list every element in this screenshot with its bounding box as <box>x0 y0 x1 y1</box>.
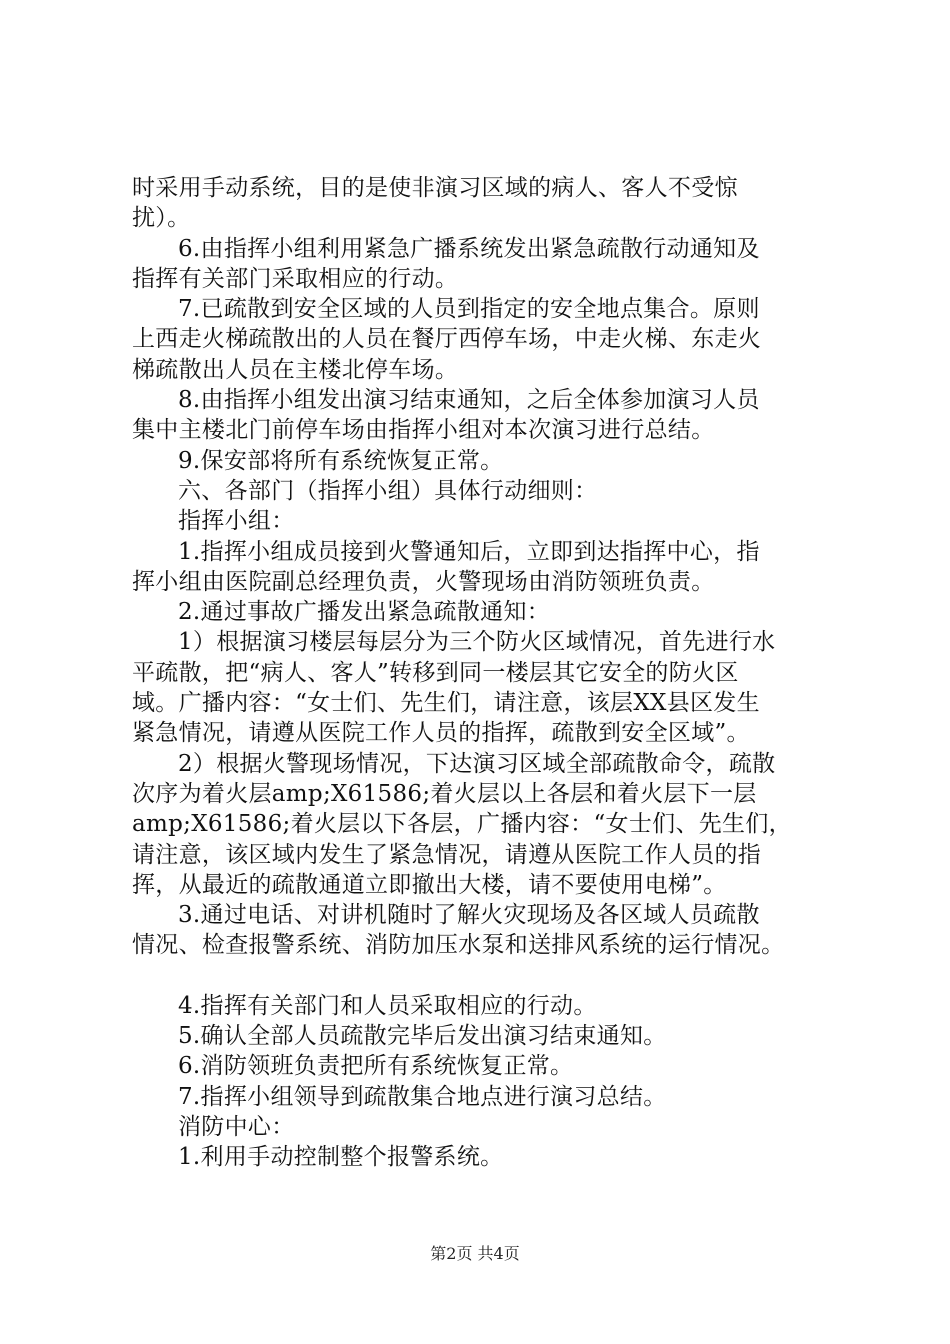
text-line: 2）根据火警现场情况，下达演习区域全部疏散命令，疏散 <box>178 750 776 777</box>
text-line: 六、各部门（指挥小组）具体行动细则： <box>178 477 598 504</box>
text-line: 6.消防领班负责把所有系统恢复正常。 <box>178 1053 574 1080</box>
text-line: 1）根据演习楼层每层分为三个防火区域情况，首先进行水 <box>178 629 776 656</box>
text-line: amp;X61586;着火层以下各层，广播内容：“女士们、先生们， <box>132 811 792 838</box>
text-line: 1.指挥小组成员接到火警通知后，立即到达指挥中心，指 <box>178 538 760 565</box>
text-line: 1.利用手动控制整个报警系统。 <box>178 1144 504 1171</box>
text-line: 指挥小组： <box>178 508 295 535</box>
page-number-label: 第2页 共4页 <box>430 1244 520 1263</box>
text-line: 紧急情况，请遵从医院工作人员的指挥，疏散到安全区域”。 <box>132 720 750 747</box>
text-line: 指挥有关部门采取相应的行动。 <box>132 265 459 292</box>
text-line: 7.已疏散到安全区域的人员到指定的安全地点集合。原则 <box>178 296 760 323</box>
text-line: 4.指挥有关部门和人员采取相应的行动。 <box>178 992 597 1019</box>
document-body <box>132 173 832 1173</box>
text-line: 挥，从最近的疏散通道立即撤出大楼，请不要使用电梯”。 <box>132 871 727 898</box>
text-line: 8.由指挥小组发出演习结束通知，之后全体参加演习人员 <box>178 387 760 414</box>
text-line: 情况、检查报警系统、消防加压水泵和送排风系统的运行情况。 <box>132 932 785 959</box>
text-line: 5.确认全部人员疏散完毕后发出演习结束通知。 <box>178 1023 667 1050</box>
text-line: 时采用手动系统，目的是使非演习区域的病人、客人不受惊 <box>132 175 738 201</box>
text-line: 请注意，该区域内发生了紧急情况，请遵从医院工作人员的指 <box>132 841 762 868</box>
text-line: 梯疏散出人员在主楼北停车场。 <box>132 356 459 383</box>
text-line: 域。广播内容：“女士们、先生们，请注意，该层XX县区发生 <box>132 690 760 717</box>
text-line: 消防中心： <box>178 1113 295 1140</box>
text-line: 2.通过事故广播发出紧急疏散通知： <box>178 599 551 626</box>
text-line: 上西走火梯疏散出的人员在餐厅西停车场，中走火梯、东走火 <box>132 326 762 353</box>
page-footer <box>0 1244 950 1264</box>
text-line: 次序为着火层amp;X61586;着火层以上各层和着火层下一层 <box>132 780 757 807</box>
text-line: 3.通过电话、对讲机随时了解火灾现场及各区域人员疏散 <box>178 902 760 929</box>
paragraph-gap <box>132 961 832 991</box>
text-line: 挥小组由医院副总经理负责，火警现场由消防领班负责。 <box>132 568 715 595</box>
text-line: 9.保安部将所有系统恢复正常。 <box>178 447 504 474</box>
text-line: 扰）。 <box>132 205 191 232</box>
text-line: 6.由指挥小组利用紧急广播系统发出紧急疏散行动通知及 <box>178 235 760 262</box>
text-line: 集中主楼北门前停车场由指挥小组对本次演习进行总结。 <box>132 417 715 444</box>
text-line: 7.指挥小组领导到疏散集合地点进行演习总结。 <box>178 1083 667 1110</box>
text-line: 平疏散，把“病人、客人”转移到同一楼层其它安全的防火区 <box>132 659 739 686</box>
